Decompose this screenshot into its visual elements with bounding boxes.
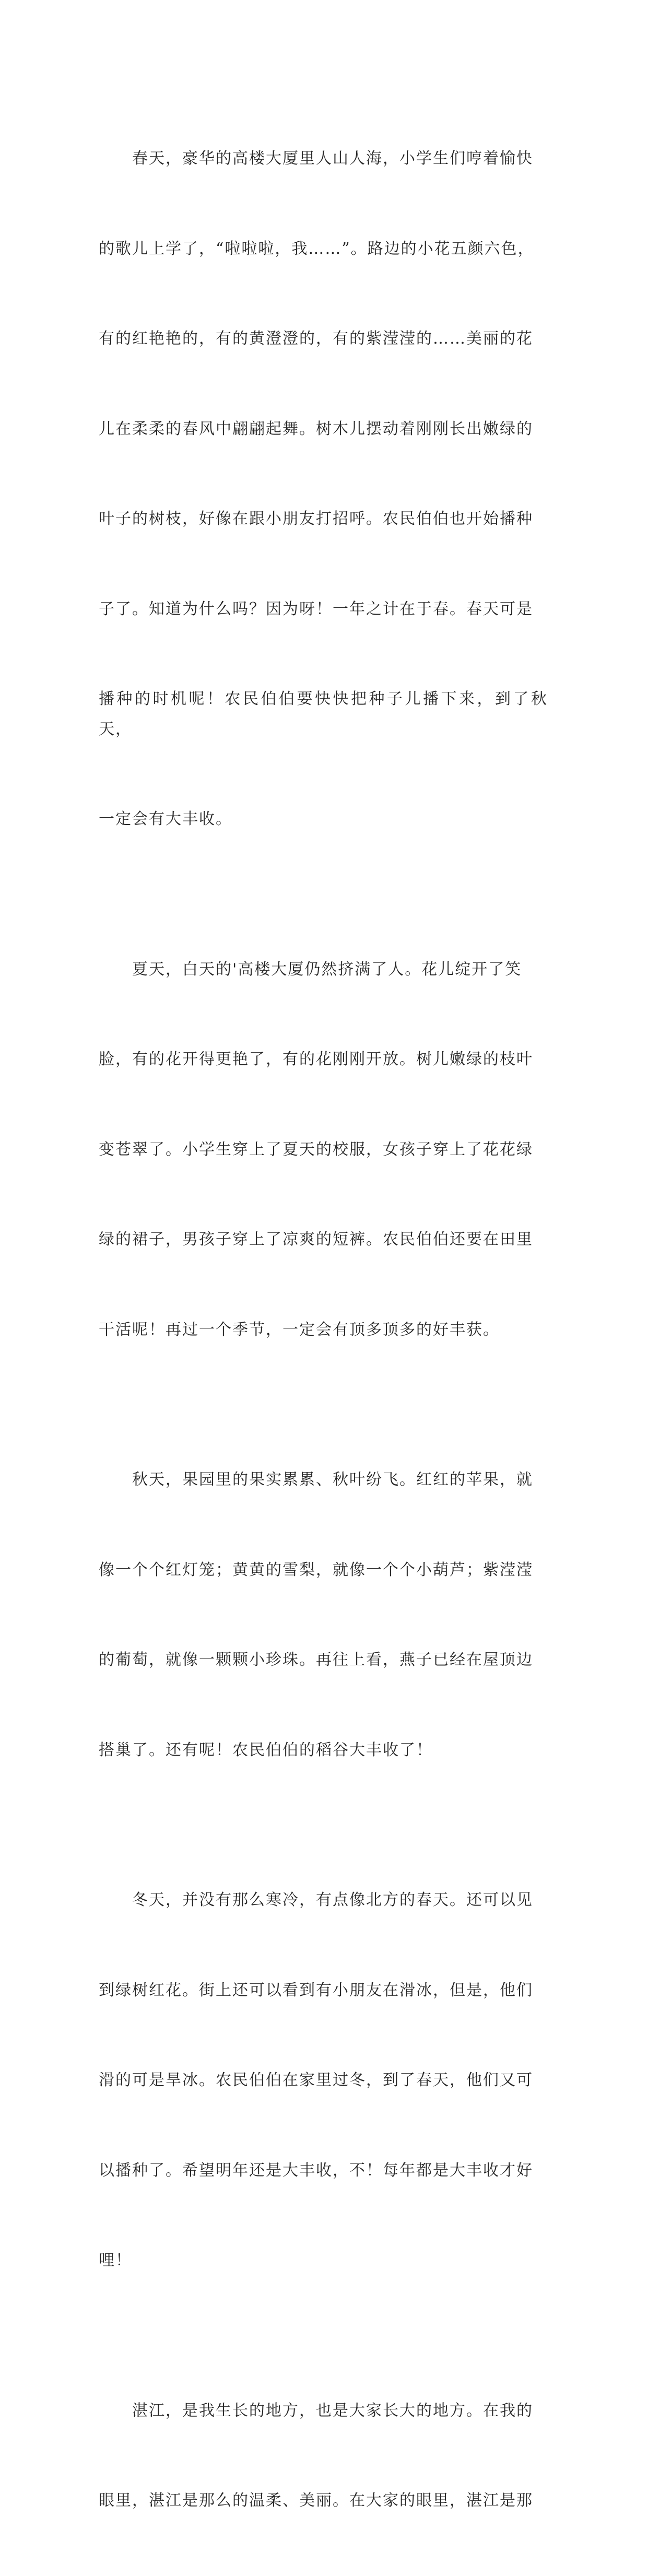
- text-line: 湛江，是我生长的地方，也是大家长大的地方。在我的: [132, 2401, 533, 2420]
- text-line: 像一个个红灯笼；黄黄的雪梨，就像一个个小葫芦；紫滢滢: [99, 1560, 533, 1579]
- text-line: 干活呢！再过一个季节，一定会有顶多顶多的好丰获。: [99, 1320, 500, 1339]
- text-line: 以播种了。希望明年还是大丰收，不！每年都是大丰收才好: [99, 2161, 533, 2180]
- text-line: 秋天，果园里的果实累累、秋叶纷飞。红红的苹果，就: [132, 1471, 533, 1489]
- essay-body: [99, 84, 548, 2576]
- text-line: 有的红艳艳的，有的黄澄澄的，有的紫滢滢的……美丽的花: [99, 330, 533, 348]
- text-line: 播种的时机呢！农民伯伯要快快把种子儿播下来，到了秋天，: [99, 690, 548, 738]
- text-line: 到绿树红花。街上还可以看到有小朋友在滑冰，但是，他们: [99, 1981, 533, 1999]
- text-line: 的歌儿上学了，“啦啦啦，我……”。路边的小花五颜六色，: [99, 239, 535, 258]
- text-line: 脸，有的花开得更艳了，有的花刚刚开放。树儿嫩绿的枝叶: [99, 1050, 533, 1068]
- text-line: 哩！: [99, 2251, 132, 2269]
- paragraph-autumn: [99, 1405, 548, 1825]
- text-line: 儿在柔柔的春风中翩翩起舞。树木儿摆动着刚刚长出嫩绿的: [99, 419, 533, 438]
- text-line: 变苍翠了。小学生穿上了夏天的校服，女孩子穿上了花花绿: [99, 1140, 533, 1159]
- text-line: 春天，豪华的高楼大厦里人山人海，小学生们哼着愉快: [132, 149, 533, 168]
- text-line: 绿的裙子，男孩子穿上了凉爽的短裤。农民伯伯还要在田里: [99, 1230, 533, 1249]
- paragraph-winter: [99, 1825, 548, 2336]
- text-line: 叶子的树枝，好像在跟小朋友打招呼。农民伯伯也开始播种: [99, 510, 533, 528]
- text-line: 夏天，白天的'高楼大厦仍然挤满了人。花儿绽开了笑: [132, 960, 522, 979]
- text-line: 的葡萄，就像一颗颗小珍珠。再往上看，燕子已经在屋顶边: [99, 1651, 533, 1669]
- text-line: 眼里，湛江是那么的温柔、美丽。在大家的眼里，湛江是那: [99, 2491, 533, 2510]
- paragraph-spring: [99, 84, 548, 895]
- text-line: 搭巢了。还有呢！农民伯伯的稻谷大丰收了！: [99, 1740, 433, 1759]
- paragraph-summer: [99, 895, 548, 1405]
- text-line: 滑的可是旱冰。农民伯伯在家里过冬，到了春天，他们又可: [99, 2071, 533, 2089]
- text-line: 子了。知道为什么吗？因为呀！一年之计在于春。春天可是: [99, 599, 533, 618]
- text-line: 冬天，并没有那么寒冷，有点像北方的春天。还可以见: [132, 1891, 533, 1909]
- paragraph-zhanjiang: [99, 2336, 548, 2576]
- text-line: 一定会有大丰收。: [99, 810, 232, 828]
